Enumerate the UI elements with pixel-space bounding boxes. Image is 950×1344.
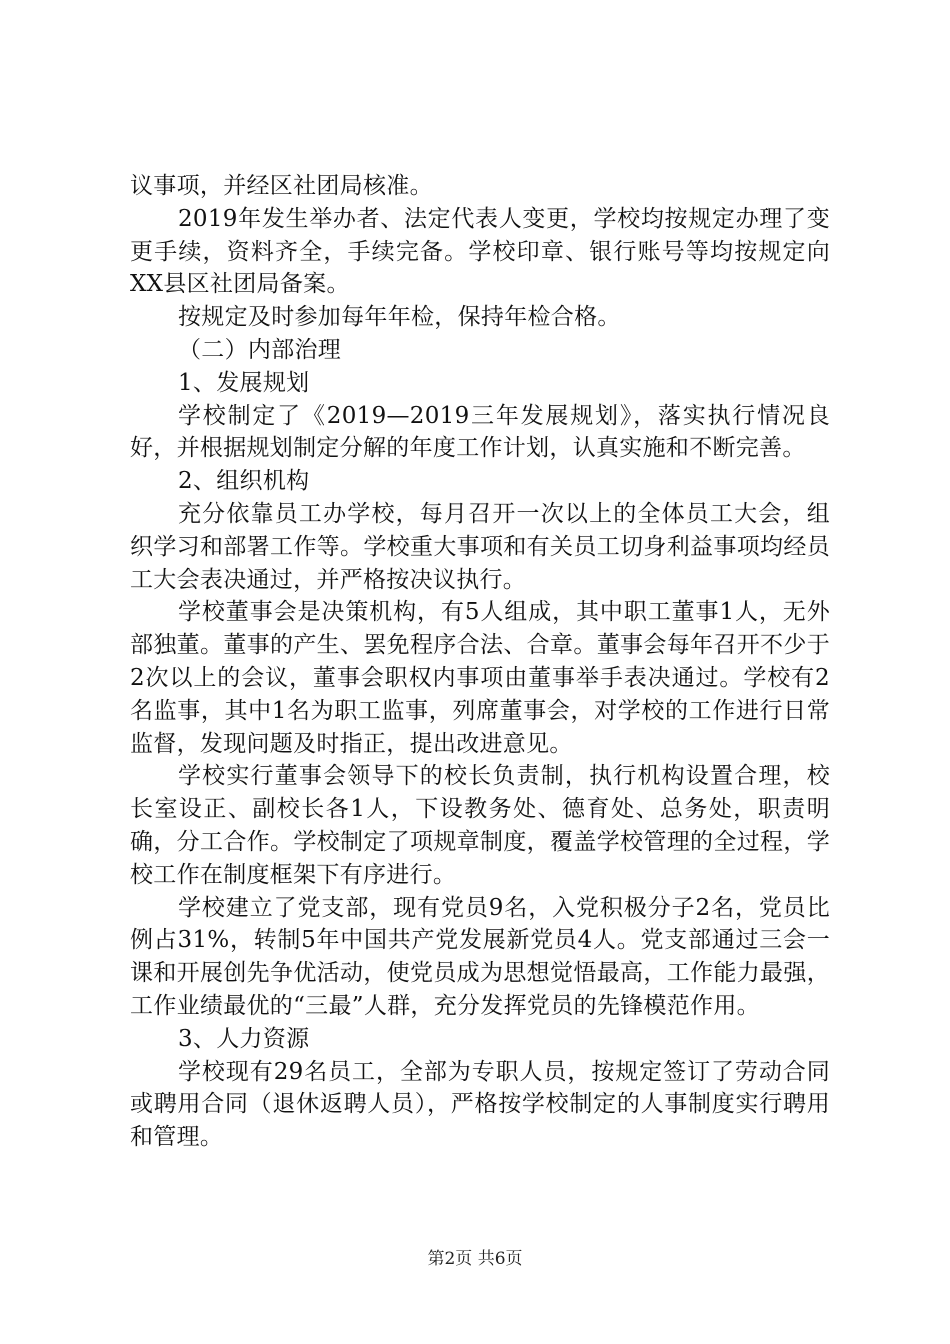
paragraph-staff-meeting: 充分依靠员工办学校，每月召开一次以上的全体员工大会，组织学习和部署工作等。学校重大事项和有关员工切身利益事项均经员工大会表决通过，并严格按决议执行。 [130, 500, 830, 593]
section-heading-internal-governance: （二）内部治理 [178, 336, 342, 363]
subheading-development-plan: 1、发展规划 [178, 369, 310, 396]
paragraph-human-resources: 学校现有29名员工，全部为专职人员，按规定签订了劳动合同或聘用合同（退休返聘人员），严格按学校制定的人事制度实行聘用和管理。 [130, 1058, 830, 1151]
paragraph-party-branch: 学校建立了党支部，现有党员9名，入党积极分子2名，党员比例占31%，转制5年中国共产党发展新党员4人。党支部通过三会一课和开展创先争优活动，使党员成为思想觉悟最高，工作能力最强，工作业绩最优的“三最”人群，充分发挥党员的先锋模范作用。 [130, 894, 830, 1019]
page-number-footer: 第2页 共6页 [427, 1249, 523, 1269]
paragraph-annual-inspection: 按规定及时参加每年年检，保持年检合格。 [178, 304, 621, 331]
paragraph-change-registration: 2019年发生举办者、法定代表人变更，学校均按规定办理了变更手续，资料齐全，手续完备。学校印章、银行账号等均按规定向XX县区社团局备案。 [130, 205, 830, 298]
document-body [130, 170, 830, 1154]
subheading-human-resources: 3、人力资源 [178, 1025, 310, 1052]
paragraph-development-plan: 学校制定了《2019—2019三年发展规划》，落实执行情况良好，并根据规划制定分解的年度工作计划，认真实施和不断完善。 [130, 402, 830, 462]
paragraph-board: 学校董事会是决策机构，有5人组成，其中职工董事1人，无外部独董。董事的产生、罢免程序合法、合章。董事会每年召开不少于2次以上的会议，董事会职权内事项由董事举手表决通过。学校有2名监事，其中1名为职工监事，列席董事会，对学校的工作进行日常监督，发现问题及时指正，提出改进意见。 [130, 599, 830, 757]
paragraph-continuation: 议事项，并经区社团局核准。 [130, 173, 433, 199]
paragraph-principal-system: 学校实行董事会领导下的校长负责制，执行机构设置合理，校长室设正、副校长各1人，下设教务处、德育处、总务处，职责明确，分工合作。学校制定了项规章制度，覆盖学校管理的全过程，学校工作在制度框架下有序进行。 [130, 763, 830, 888]
subheading-organization: 2、组织机构 [178, 468, 310, 495]
